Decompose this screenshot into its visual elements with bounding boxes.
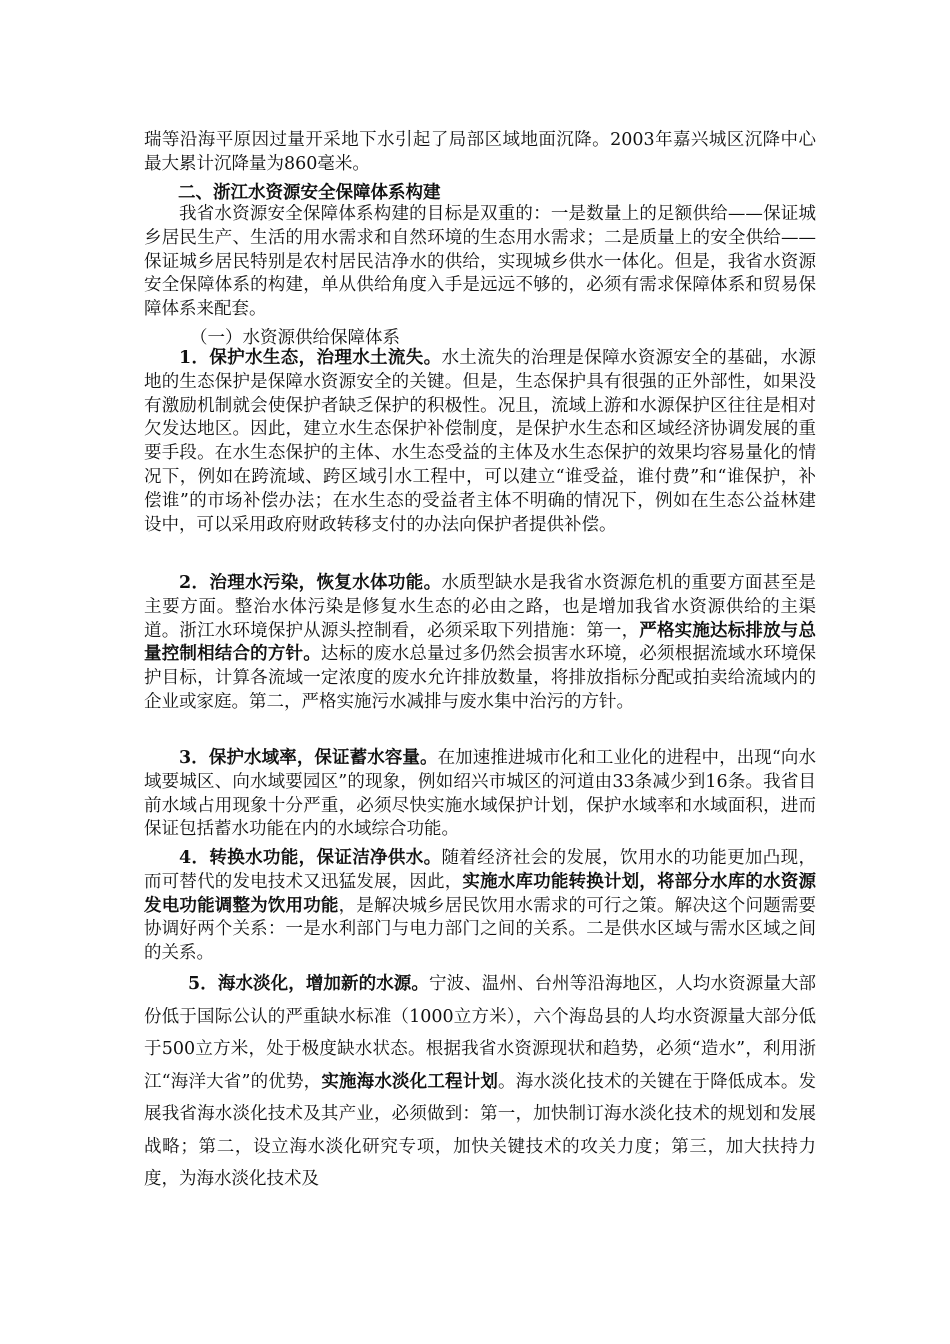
item-text: 水质型缺水是我省水资源危机的重要方面甚至是主要方面。整治水体污染是修复水生态的必由之路，也是增加我省水资源供给的主渠道。浙江水环境保护从源头控制看，必须采取下列措施：第一， xyxy=(144,573,816,641)
item-highlight: 严格实施达标排放与总量控制相结合的方针。 xyxy=(144,620,816,665)
item-title: 1．保护水生态，治理水土流失。 xyxy=(179,348,442,368)
item-title: 4．转换水功能，保证洁净供水。 xyxy=(179,848,442,868)
item-highlight: 实施海水淡化工程计划 xyxy=(321,1071,499,1092)
item-highlight: 实施水库功能转换计划，将部分水库的水资源发电功能调整为饮用功能 xyxy=(144,871,816,916)
paragraph-item-5 xyxy=(144,968,816,1196)
paragraph-item-3 xyxy=(144,747,816,842)
item-title: 5．海水淡化，增加新的水源。 xyxy=(188,974,430,994)
paragraph-subsidence xyxy=(144,129,816,177)
item-text: ，是解决城乡居民饮用水需求的可行之策。解决这个问题需要协调好两个关系：一是水利部门与电力部门之间的关系。二是供水区域与需水区域之间的关系。 xyxy=(144,895,817,964)
section-heading: 二、浙江水资源安全保障体系构建 xyxy=(178,183,441,203)
paragraph-text: 瑞等沿海平原因过量开采地下水引起了局部区域地面沉降。2003年嘉兴城区沉降中心最大累计沉降量为860毫米。 xyxy=(144,130,816,174)
paragraph-goals xyxy=(144,203,816,322)
item-text: 。海水淡化技术的关键在于降低成本。发展我省海水淡化技术及其产业，必须做到：第一，加快制订海水淡化技术的规划和发展战略；第二，设立海水淡化研究专项，加快关键技术的攻关力度；第三，加大扶持力度，为海水淡化技术及 xyxy=(144,1071,816,1189)
subsection-heading: （一）水资源供给保障体系 xyxy=(190,328,400,348)
paragraph-item-2 xyxy=(144,572,816,715)
item-text: 水土流失的治理是保障水资源安全的基础，水源地的生态保护是保障水资源安全的关键。但是，生态保护具有很强的正外部性，如果没有激励机制就会使保护者缺乏保护的积极性。况且，流域上游和水源保护区往往是相对欠发达地区。因此，建立水生态保护补偿制度，是保护水生态和区域经济协调发展的重要手段。在水生态保护的主体、水生态受益的主体及水生态保护的效果均容易量化的情况下，例如在跨流域、跨区域引水工程中，可以建立“谁受益，谁付费”和“谁保护，补偿谁”的市场补偿办法；在水生态的受益者主体不明确的情况下，例如在生态公益林建设中，可以采用政府财政转移支付的办法向保护者提供补偿。 xyxy=(144,348,816,535)
item-text: 在加速推进城市化和工业化的进程中，出现“向水域要城区、向水域要园区”的现象，例如绍兴市城区的河道由33条减少到16条。我省目前水域占用现象十分严重，必须尽快实施水域保护计划，保护水域率和水域面积，进而保证包括蓄水功能在内的水域综合功能。 xyxy=(144,748,816,840)
paragraph-text: 我省水资源安全保障体系构建的目标是双重的：一是数量上的足额供给——保证城乡居民生产、生活的用水需求和自然环境的生态用水需求；二是质量上的安全供给——保证城乡居民特别是农村居民洁净水的供给，实现城乡供水一体化。但是，我省水资源安全保障体系的构建，单从供给角度入手是远远不够的，必须有需求保障体系和贸易保障体系来配套。 xyxy=(144,204,816,320)
item-title: 3．保护水域率，保证蓄水容量。 xyxy=(179,748,438,768)
item-text: 随着经济社会的发展，饮用水的功能更加凸现，而可替代的发电技术又迅猛发展，因此， xyxy=(144,848,816,892)
item-text: 宁波、温州、台州等沿海地区，人均水资源量大部份低于国际公认的严重缺水标准（1000立方米），六个海岛县的人均水资源量大部分低于500立方米，处于极度缺水状态。根据我省水资源现状和趋势，必须“造水”，利用浙江“海洋大省”的优势， xyxy=(144,974,817,1092)
item-text: 达标的废水总量过多仍然会损害水环境，必须根据流域水环境保护目标，计算各流域一定浓度的废水允许排放数量，将排放指标分配或拍卖给流域内的企业或家庭。第二，严格实施污水减排与废水集中治污的方针。 xyxy=(144,644,817,712)
paragraph-item-1 xyxy=(144,347,816,537)
item-title: 2．治理水污染，恢复水体功能。 xyxy=(179,573,442,593)
paragraph-item-4 xyxy=(144,847,816,966)
